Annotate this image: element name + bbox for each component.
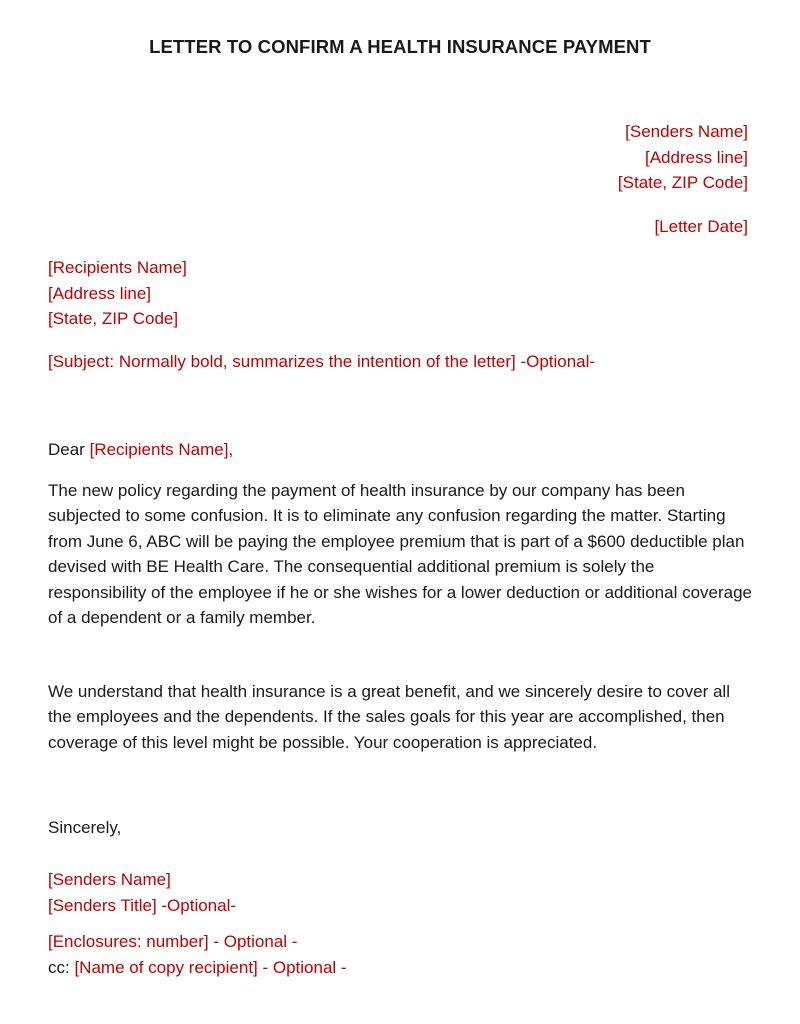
sender-name: [Senders Name] <box>625 122 748 141</box>
recipient-address-block <box>48 255 187 332</box>
signature-block <box>48 867 236 918</box>
salutation-recipient-name: [Recipients Name], <box>89 440 234 459</box>
body-paragraph-1: The new policy regarding the payment of health insurance by our company has been subjected to some confusion. It is to eliminate any confusion regarding the matter. Starting from June 6, ABC will be paying the employee premium that is part of a $600 deductible plan devised with BE Health Care. The consequential additional premium is solely the responsibility of the employee if he or she wishes for a lower deduction or additional coverage of a dependent or a family member. <box>48 481 753 628</box>
signature-name: [Senders Name] <box>48 870 171 889</box>
salutation <box>48 440 233 460</box>
recipient-address-line: [Address line] <box>48 283 151 303</box>
letter-title: LETTER TO CONFIRM A HEALTH INSURANCE PAYMENT <box>149 36 651 57</box>
signature-title: [Senders Title] -Optional- <box>48 895 237 915</box>
closing: Sincerely, <box>48 818 122 837</box>
enclosures-block <box>48 929 347 980</box>
cc-prefix: cc: <box>48 957 75 977</box>
sender-state-zip: [State, ZIP Code] <box>617 173 748 192</box>
enclosures-line: [Enclosures: number] - Optional - <box>48 932 298 951</box>
subject-line: [Subject: Normally bold, summarizes the intention of the letter] -Optional- <box>48 352 596 371</box>
sender-address-line: [Address line] <box>645 147 748 167</box>
sender-address-block <box>618 119 748 196</box>
body-paragraph-2: We understand that health insurance is a great benefit, and we sincerely desire to cover all the employees and the dependents. If the sales goals for this year are accomplished, then coverage of this level might be possible. Your cooperation is appreciated. <box>48 682 730 752</box>
recipient-state-zip: [State, ZIP Code] <box>48 309 179 328</box>
cc-recipient: [Name of copy recipient] - Optional - <box>74 957 347 977</box>
cc-line <box>48 955 347 981</box>
letter-date: [Letter Date] <box>654 217 748 236</box>
recipient-name: [Recipients Name] <box>48 258 187 277</box>
salutation-prefix: Dear <box>48 440 90 459</box>
